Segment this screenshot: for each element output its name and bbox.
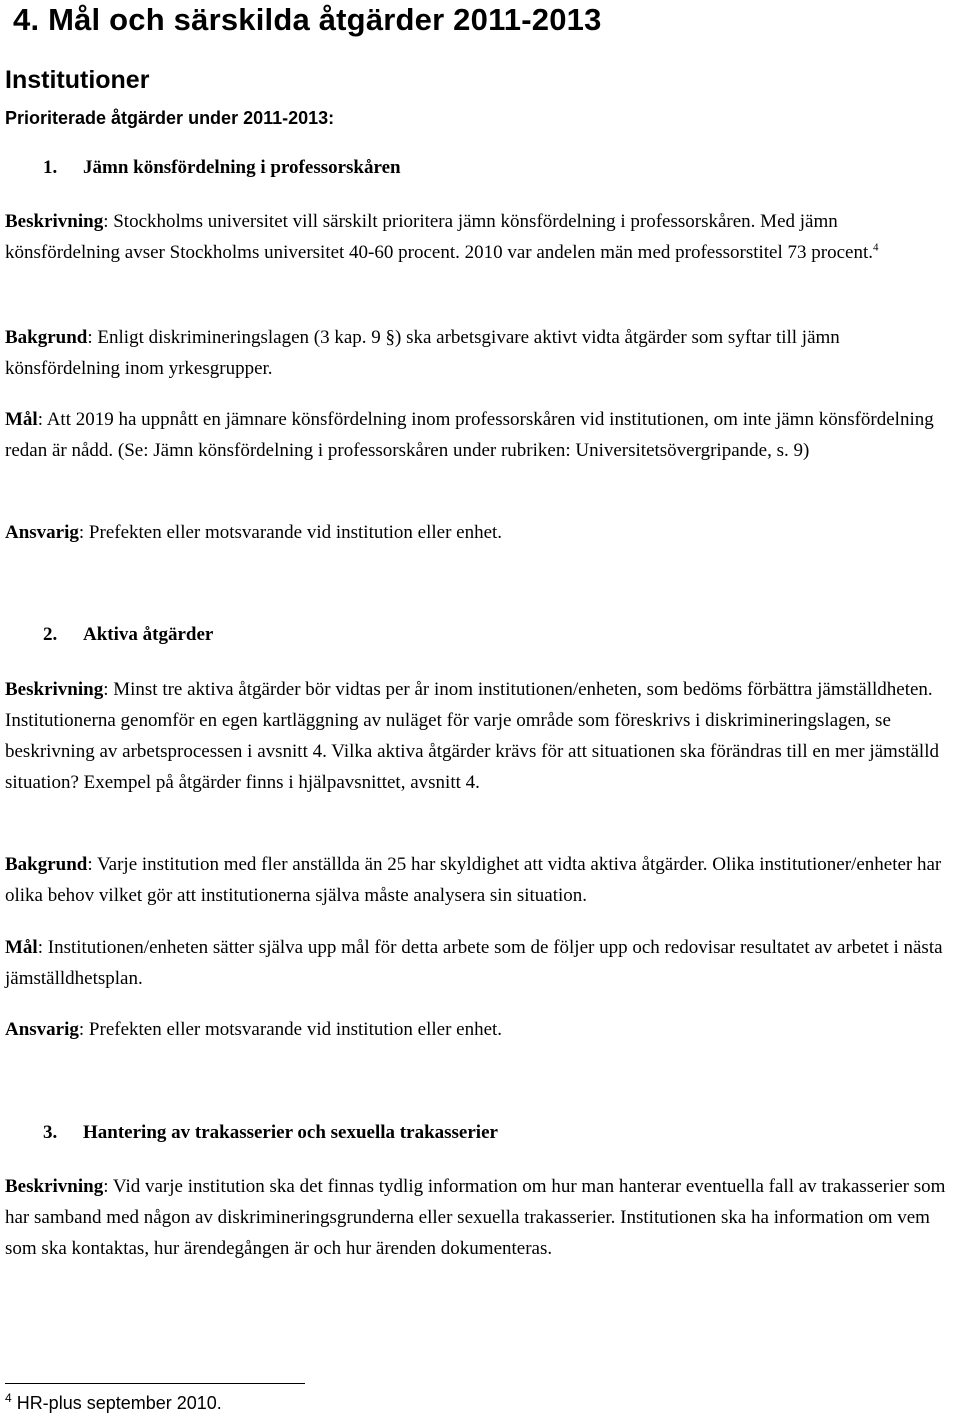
mal-label: Mål [5, 937, 38, 958]
mal-text: : Att 2019 ha uppnått en jämnare könsfördelning inom professorskåren vid institutionen, om inte jämn könsfördelning redan är nådd. (Se: Jämn könsfördelning i professorskåren under rubriken: Universitetsövergripande, s. 9) [5, 409, 934, 461]
bakgrund-label: Bakgrund [5, 854, 88, 875]
bakgrund-label: Bakgrund [5, 327, 88, 348]
beskrivning-label: Beskrivning [5, 211, 104, 232]
item-1-title-row [43, 157, 401, 179]
ansvarig-text: : Prefekten eller motsvarande vid institution eller enhet. [78, 1019, 503, 1040]
footnote-separator [5, 1383, 305, 1384]
beskrivning-text: : Minst tre aktiva åtgärder bör vidtas per år inom institutionen/enheten, som bedöms förbättra jämställdheten. Institutionerna genomför en egen kartläggning av nuläget för varje område som föreskrivs i diskrimineringslagen, se beskrivning av arbetsprocessen i avsnitt 4. Vilka aktiva åtgärder krävs för att situationen ska förändras till en mer jämställd situation? Exempel på åtgärder finns i hjälpavsnittet, avsnitt 4. [5, 679, 939, 793]
item-3-beskrivning [5, 1171, 957, 1264]
item-1-bakgrund [5, 322, 957, 384]
beskrivning-label: Beskrivning [5, 679, 104, 700]
mal-text: : Institutionen/enheten sätter själva upp mål för detta arbete som de följer upp och redovisar resultatet av arbetet i nästa jämställdhetsplan. [5, 937, 943, 989]
footnote [5, 1393, 222, 1414]
mal-label: Mål [5, 409, 38, 430]
bakgrund-text: : Varje institution med fler anställda än 25 har skyldighet att vidta aktiva åtgärder. Olika institutioner/enheter har olika behov vilket gör att institutionerna själva måste analysera sin situation. [5, 854, 942, 906]
page-heading: 4. Mål och särskilda åtgärder 2011-2013 [13, 2, 602, 37]
item-2-title-row [43, 624, 213, 646]
item-1-beskrivning [5, 206, 957, 268]
item-3-title: Hantering av trakasserier och sexuella trakasserier [83, 1122, 498, 1143]
item-1-number: 1. [43, 157, 58, 178]
item-2-number: 2. [43, 624, 58, 645]
beskrivning-text: : Stockholms universitet vill särskilt prioritera jämn könsfördelning i professorskåren. Med jämn könsfördelning avser Stockholms universitet 40-60 procent. 2010 var andelen män med professorstitel 73 procent. [5, 211, 873, 263]
item-2-title: Aktiva åtgärder [83, 624, 214, 645]
section-heading: Institutioner [5, 66, 150, 94]
beskrivning-text: : Vid varje institution ska det finnas tydlig information om hur man hanterar eventuella fall av trakasserier som har samband med någon av diskrimineringsgrunderna eller sexuella trakasserier. Institutionen ska ha information om vem som ska kontaktas, hur ärendegången är och hur ärenden dokumenteras. [5, 1176, 946, 1259]
item-2-ansvarig [5, 1014, 957, 1045]
footnote-number: 4 [5, 1391, 12, 1405]
item-3-title-row [43, 1122, 498, 1144]
footnote-ref: 4 [873, 241, 879, 254]
beskrivning-label: Beskrivning [5, 1176, 104, 1197]
footnote-text: HR-plus september 2010. [11, 1393, 222, 1413]
item-2-beskrivning [5, 674, 957, 798]
item-1-mal [5, 404, 957, 466]
item-1-title: Jämn könsfördelning i professorskåren [83, 157, 401, 178]
item-2-mal [5, 932, 957, 994]
subheading: Prioriterade åtgärder under 2011-2013: [5, 108, 335, 128]
ansvarig-text: : Prefekten eller motsvarande vid institution eller enhet. [78, 522, 503, 543]
item-2-bakgrund [5, 849, 957, 911]
ansvarig-label: Ansvarig [5, 1019, 79, 1040]
item-1-ansvarig [5, 517, 957, 548]
bakgrund-text: : Enligt diskrimineringslagen (3 kap. 9 §) ska arbetsgivare aktivt vidta åtgärder som syftar till jämn könsfördelning inom yrkesgrupper. [5, 327, 840, 379]
ansvarig-label: Ansvarig [5, 522, 79, 543]
item-3-number: 3. [43, 1122, 58, 1143]
